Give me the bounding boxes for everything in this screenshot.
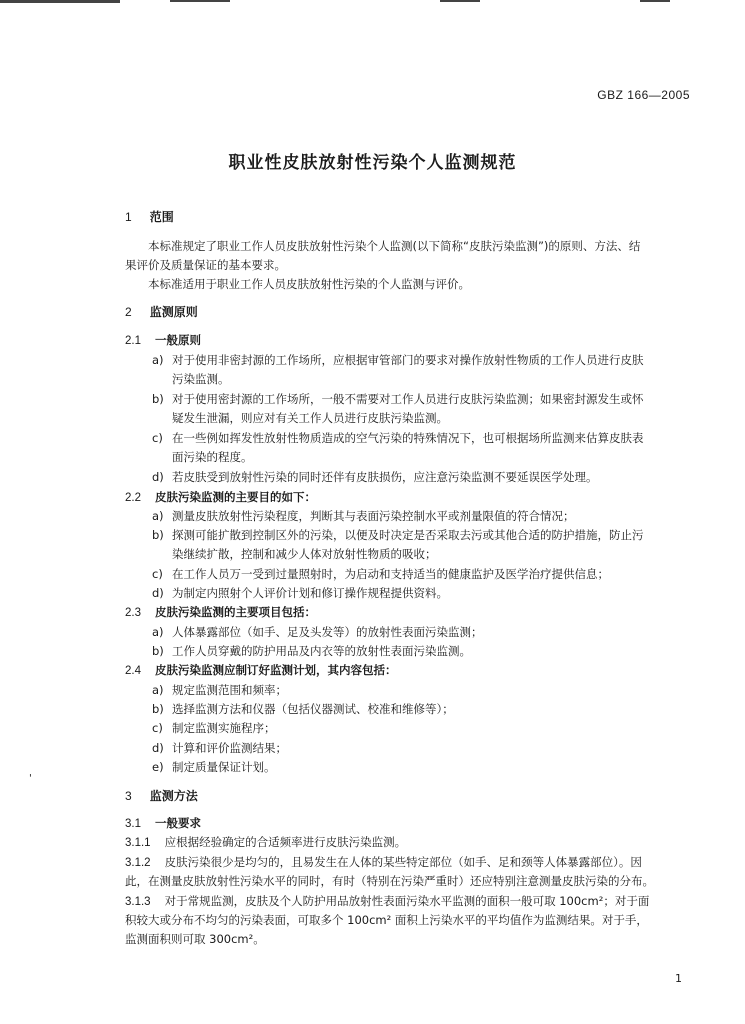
scan-mark: ' [29,773,32,784]
paragraph: 果评价及质量保证的基本要求。 [125,258,286,272]
list-item-cont: 污染监测。 [172,372,230,386]
section-heading: 3 监测方法 [125,789,198,803]
subsection-heading: 2.3 皮肤污染监测的主要项目包括： [125,605,316,619]
section-heading: 2 监测原则 [125,305,198,319]
section-heading: 1 范围 [125,210,174,224]
clause: 3.1.3 对于常规监测，皮肤及个人防护用品放射性表面污染水平监测的面积一般可取 100cm²；对于面 [125,894,650,908]
clause-cont: 监测面积则可取 300cm²。 [125,932,265,946]
standard-code: GBZ 166—2005 [597,88,690,102]
list-item: a) 人体暴露部位（如手、足及头发等）的放射性表面污染监测； [152,625,483,639]
scan-edge-top [0,0,120,3]
scan-edge-top [440,0,480,2]
list-item: c) 制定监测实施程序； [152,721,276,735]
list-item: d) 计算和评价监测结果； [152,741,287,755]
list-item: a) 规定监测范围和频率； [152,683,287,697]
clause: 3.1.1 应根据经验确定的合适频率进行皮肤污染监测。 [125,835,407,849]
clause-cont: 此，在测量皮肤放射性污染水平的同时，有时（特别在污染严重时）还应特别注意测量皮肤污染的分布。 [125,874,654,888]
list-item: b) 探测可能扩散到控制区外的污染，以便及时决定是否采取去污或其他合适的防护措施，防止污 [152,528,644,542]
subsection-heading: 2.2 皮肤污染监测的主要目的如下： [125,490,316,504]
list-item: b) 选择监测方法和仪器（包括仪器测试、校准和维修等）； [152,702,454,716]
scan-edge-top [640,0,670,2]
list-item: b) 对于使用密封源的工作场所，一般不需要对工作人员进行皮肤污染监测；如果密封源发生或怀 [152,392,644,406]
page-number: 1 [675,972,682,985]
clause: 3.1.2 皮肤污染很少是均匀的，且易发生在人体的某些特定部位（如手、足和颈等人体暴露部位）。因 [125,855,642,869]
scan-edge-top [170,0,230,2]
page-title: 职业性皮肤放射性污染个人监测规范 [228,153,517,173]
list-item: d) 为制定内照射个人评价计划和修订操作规程提供资料。 [152,586,448,600]
list-item: a) 测量皮肤放射性污染程度，判断其与表面污染控制水平或剂量限值的符合情况； [152,509,575,523]
paragraph: 本标准规定了职业工作人员皮肤放射性污染个人监测(以下简称“皮肤污染监测”)的原则、方法、结 [148,239,641,253]
subsection-heading: 3.1 一般要求 [125,816,201,830]
list-item: c) 在工作人员万一受到过量照射时，为启动和支持适当的健康监护及医学治疗提供信息； [152,567,609,581]
list-item-cont: 面污染的程度。 [172,450,253,464]
subsection-heading: 2.4 皮肤污染监测应制订好监测计划，其内容包括： [125,663,397,677]
list-item-cont: 染继续扩散，控制和减少人体对放射性物质的吸收； [172,547,437,561]
list-item-cont: 疑发生泄漏，则应对有关工作人员进行皮肤污染监测。 [172,411,448,425]
list-item: a) 对于使用非密封源的工作场所，应根据审管部门的要求对操作放射性物质的工作人员进行皮肤 [152,353,644,367]
list-item: c) 在一些例如挥发性放射性物质造成的空气污染的特殊情况下，也可根据场所监测来估算皮肤表 [152,431,644,445]
list-item: d) 若皮肤受到放射性污染的同时还伴有皮肤损伤，应注意污染监测不要延误医学处理。 [152,470,598,484]
paragraph: 本标准适用于职业工作人员皮肤放射性污染的个人监测与评价。 [148,277,470,291]
list-item: b) 工作人员穿戴的防护用品及内衣等的放射性表面污染监测。 [152,644,471,658]
subsection-heading: 2.1 一般原则 [125,333,201,347]
list-item: e) 制定质量保证计划。 [152,760,276,774]
clause-cont: 积较大或分布不均匀的污染表面，可取多个 100cm² 面积上污染水平的平均值作为监测结果。对于手， [125,913,648,927]
